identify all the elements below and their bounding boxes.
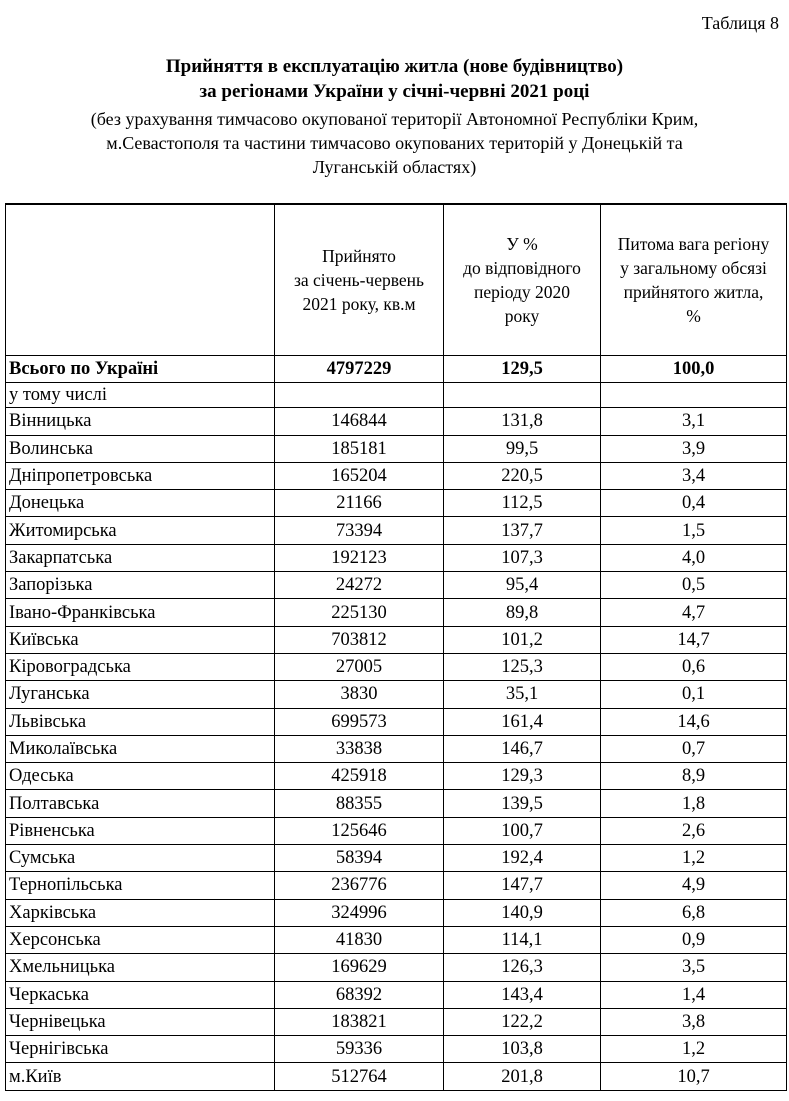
region-cell: Черкаська: [6, 981, 275, 1008]
header-accepted-line: Прийнято: [322, 246, 396, 266]
percent-cell: 140,9: [444, 899, 601, 926]
accepted-cell: 703812: [275, 626, 444, 653]
region-cell: Закарпатська: [6, 544, 275, 571]
header-percent-line: періоду 2020: [473, 282, 571, 302]
table-row: [6, 926, 787, 953]
region-cell: Запорізька: [6, 572, 275, 599]
percent-cell: 220,5: [444, 462, 601, 489]
percent-cell: 147,7: [444, 872, 601, 899]
share-cell: 4,7: [601, 599, 787, 626]
accepted-cell: 24272: [275, 572, 444, 599]
percent-cell: 112,5: [444, 490, 601, 517]
table-row: [6, 899, 787, 926]
percent-cell: 126,3: [444, 954, 601, 981]
housing-table: [5, 203, 787, 1091]
accepted-cell: 146844: [275, 408, 444, 435]
percent-cell: 146,7: [444, 735, 601, 762]
region-cell: Луганська: [6, 681, 275, 708]
table-row: [6, 1008, 787, 1035]
share-cell: 4,0: [601, 544, 787, 571]
percent-cell: 143,4: [444, 981, 601, 1008]
region-cell: м.Київ: [6, 1063, 275, 1090]
percent-cell: 161,4: [444, 708, 601, 735]
accepted-cell: 192123: [275, 544, 444, 571]
share-cell: 2,6: [601, 817, 787, 844]
header-accepted: [275, 204, 444, 356]
table-row: [6, 681, 787, 708]
empty-cell: [275, 383, 444, 408]
empty-cell: [444, 383, 601, 408]
percent-cell: 103,8: [444, 1036, 601, 1063]
share-cell: 1,5: [601, 517, 787, 544]
share-cell: 8,9: [601, 763, 787, 790]
percent-cell: 129,3: [444, 763, 601, 790]
region-cell: Кіровоградська: [6, 653, 275, 680]
header-accepted-line: 2021 року, кв.м: [302, 294, 416, 314]
share-cell: 3,9: [601, 435, 787, 462]
region-cell: Одеська: [6, 763, 275, 790]
region-cell: Львівська: [6, 708, 275, 735]
accepted-cell: 699573: [275, 708, 444, 735]
accepted-cell: 169629: [275, 954, 444, 981]
region-cell: Тернопільська: [6, 872, 275, 899]
share-cell: 1,2: [601, 1036, 787, 1063]
accepted-cell: 165204: [275, 462, 444, 489]
share-cell: 4,9: [601, 872, 787, 899]
table-row: [6, 572, 787, 599]
including-label: у тому числі: [6, 383, 275, 408]
total-row: [6, 356, 787, 383]
region-cell: Київська: [6, 626, 275, 653]
header-percent: [444, 204, 601, 356]
table-row: [6, 626, 787, 653]
accepted-cell: 68392: [275, 981, 444, 1008]
header-accepted-line: за січень-червень: [293, 270, 425, 290]
document-subtitle: [0, 107, 789, 179]
accepted-cell: 59336: [275, 1036, 444, 1063]
accepted-cell: 73394: [275, 517, 444, 544]
share-cell: 14,7: [601, 626, 787, 653]
total-accepted: 4797229: [275, 356, 444, 383]
table-row: [6, 790, 787, 817]
table-row: [6, 708, 787, 735]
table-row: [6, 435, 787, 462]
share-cell: 0,7: [601, 735, 787, 762]
share-cell: 10,7: [601, 1063, 787, 1090]
header-percent-line: до відповідного: [463, 258, 581, 278]
accepted-cell: 41830: [275, 926, 444, 953]
table-row: [6, 954, 787, 981]
table-row: [6, 981, 787, 1008]
table-row: [6, 408, 787, 435]
share-cell: 0,4: [601, 490, 787, 517]
title-line: Прийняття в експлуатацію житла (нове будівництво): [165, 56, 624, 77]
accepted-cell: 21166: [275, 490, 444, 517]
empty-cell: [601, 383, 787, 408]
region-cell: Чернівецька: [6, 1008, 275, 1035]
percent-cell: 35,1: [444, 681, 601, 708]
share-cell: 3,1: [601, 408, 787, 435]
region-cell: Чернігівська: [6, 1036, 275, 1063]
table-row: [6, 490, 787, 517]
table-row: [6, 599, 787, 626]
percent-cell: 125,3: [444, 653, 601, 680]
region-cell: Донецька: [6, 490, 275, 517]
total-percent: 129,5: [444, 356, 601, 383]
region-cell: Житомирська: [6, 517, 275, 544]
header-share-line: прийнятого житла,: [623, 282, 764, 302]
percent-cell: 131,8: [444, 408, 601, 435]
header-region: [6, 204, 275, 356]
including-row: [6, 383, 787, 408]
table-row: [6, 817, 787, 844]
subtitle-line: Луганській областях): [312, 157, 477, 177]
accepted-cell: 512764: [275, 1063, 444, 1090]
table-number: Таблиця 8: [701, 13, 779, 33]
share-cell: 0,1: [601, 681, 787, 708]
region-cell: Херсонська: [6, 926, 275, 953]
region-cell: Івано-Франківська: [6, 599, 275, 626]
subtitle-line: м.Севастополя та частини тимчасово окупованих територій у Донецькій та: [106, 133, 683, 153]
accepted-cell: 324996: [275, 899, 444, 926]
share-cell: 3,5: [601, 954, 787, 981]
percent-cell: 192,4: [444, 845, 601, 872]
accepted-cell: 88355: [275, 790, 444, 817]
table-row: [6, 735, 787, 762]
header-share-line: Питома вага регіону: [617, 234, 770, 254]
percent-cell: 95,4: [444, 572, 601, 599]
header-share: [601, 204, 787, 356]
region-cell: Дніпропетровська: [6, 462, 275, 489]
share-cell: 0,9: [601, 926, 787, 953]
table-body: [6, 356, 787, 1091]
share-cell: 3,4: [601, 462, 787, 489]
accepted-cell: 27005: [275, 653, 444, 680]
accepted-cell: 3830: [275, 681, 444, 708]
share-cell: 0,6: [601, 653, 787, 680]
table-header: [6, 204, 787, 356]
table-row: [6, 845, 787, 872]
region-cell: Рівненська: [6, 817, 275, 844]
header-percent-line: У %: [506, 234, 538, 254]
table-row: [6, 653, 787, 680]
share-cell: 14,6: [601, 708, 787, 735]
subtitle-line: (без урахування тимчасово окупованої території Автономної Республіки Крим,: [90, 109, 699, 129]
accepted-cell: 185181: [275, 435, 444, 462]
table-row: [6, 517, 787, 544]
share-cell: 6,8: [601, 899, 787, 926]
region-cell: Хмельницька: [6, 954, 275, 981]
accepted-cell: 58394: [275, 845, 444, 872]
table-row: [6, 872, 787, 899]
table-row: [6, 1063, 787, 1090]
accepted-cell: 125646: [275, 817, 444, 844]
share-cell: 1,2: [601, 845, 787, 872]
header-percent-line: року: [504, 306, 540, 326]
table-row: [6, 462, 787, 489]
region-cell: Вінницька: [6, 408, 275, 435]
table-row: [6, 1036, 787, 1063]
share-cell: 1,8: [601, 790, 787, 817]
table-row: [6, 544, 787, 571]
total-label: Всього по Україні: [6, 356, 275, 383]
share-cell: 0,5: [601, 572, 787, 599]
percent-cell: 139,5: [444, 790, 601, 817]
percent-cell: 137,7: [444, 517, 601, 544]
accepted-cell: 425918: [275, 763, 444, 790]
total-share: 100,0: [601, 356, 787, 383]
percent-cell: 114,1: [444, 926, 601, 953]
percent-cell: 201,8: [444, 1063, 601, 1090]
percent-cell: 99,5: [444, 435, 601, 462]
table-row: [6, 763, 787, 790]
region-cell: Волинська: [6, 435, 275, 462]
percent-cell: 100,7: [444, 817, 601, 844]
region-cell: Харківська: [6, 899, 275, 926]
region-cell: Полтавська: [6, 790, 275, 817]
region-cell: Сумська: [6, 845, 275, 872]
percent-cell: 89,8: [444, 599, 601, 626]
header-share-line: у загальному обсязі: [620, 258, 767, 278]
percent-cell: 107,3: [444, 544, 601, 571]
accepted-cell: 225130: [275, 599, 444, 626]
header-share-line: %: [686, 306, 701, 326]
percent-cell: 122,2: [444, 1008, 601, 1035]
share-cell: 3,8: [601, 1008, 787, 1035]
percent-cell: 101,2: [444, 626, 601, 653]
accepted-cell: 33838: [275, 735, 444, 762]
accepted-cell: 236776: [275, 872, 444, 899]
title-line: за регіонами України у січні-червні 2021 році: [199, 81, 590, 102]
document-title: [0, 54, 789, 104]
share-cell: 1,4: [601, 981, 787, 1008]
accepted-cell: 183821: [275, 1008, 444, 1035]
region-cell: Миколаївська: [6, 735, 275, 762]
